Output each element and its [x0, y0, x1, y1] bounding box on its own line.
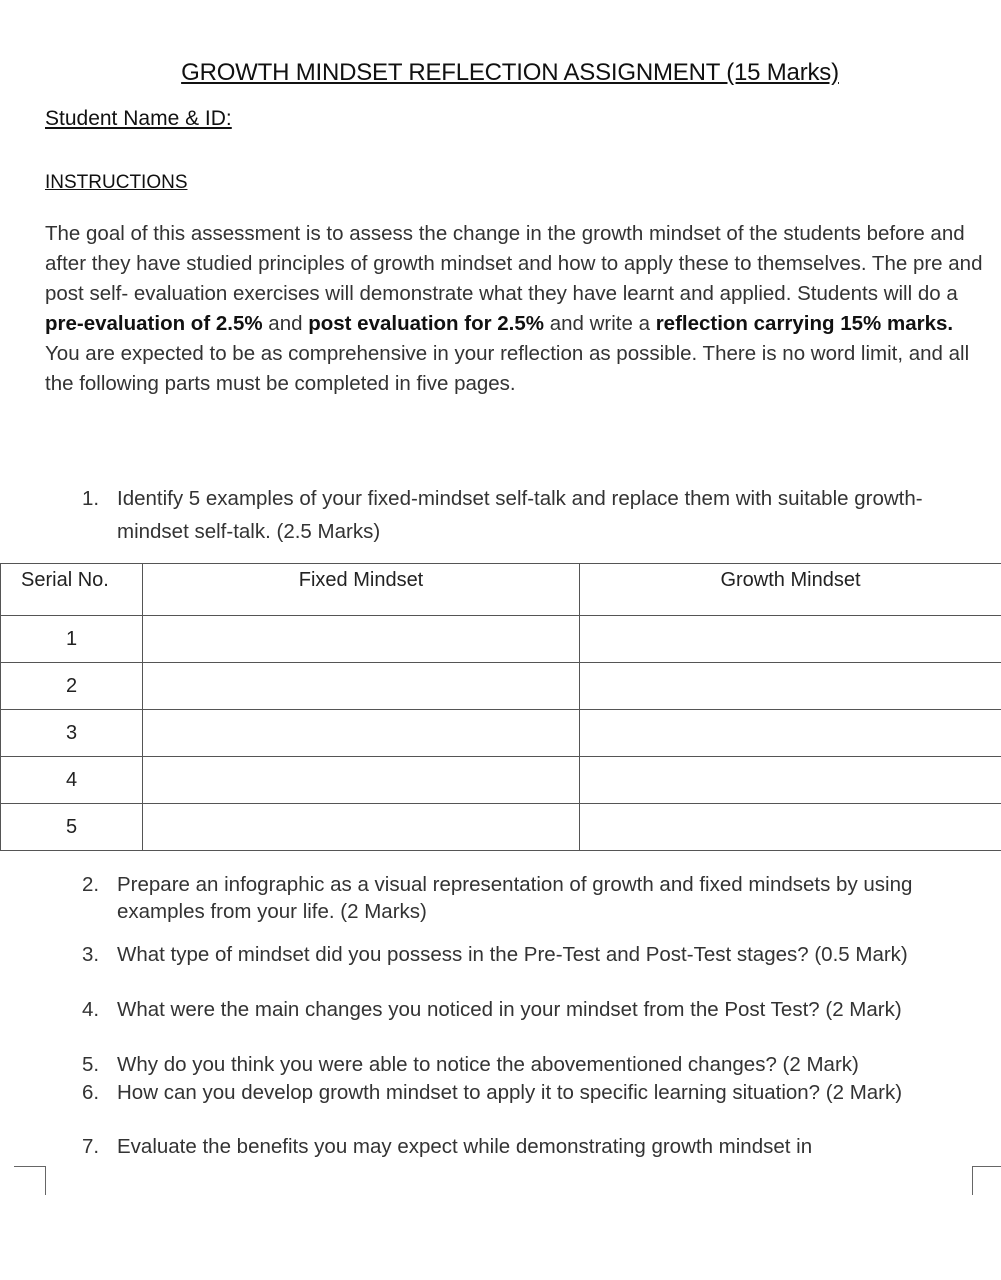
question-text: What were the main changes you noticed in your mindset from the Post Test? (2 Mark) [117, 998, 902, 1021]
table-row [1, 616, 1001, 663]
serial-cell: 1 [1, 616, 143, 663]
growth-mindset-cell[interactable] [580, 804, 1001, 851]
question-text: Prepare an infographic as a visual representation of growth and fixed mindsets by using examples from your life. (2 Marks) [117, 873, 913, 923]
instructions-heading: INSTRUCTIONS [45, 172, 188, 193]
assignment-title: GROWTH MINDSET REFLECTION ASSIGNMENT (15 Marks) [181, 59, 839, 86]
question-number: 2. [82, 873, 100, 896]
header-growth-mindset: Growth Mindset [580, 564, 1001, 616]
fixed-mindset-cell[interactable] [143, 804, 580, 851]
serial-cell: 4 [1, 757, 143, 804]
fixed-mindset-cell[interactable] [143, 663, 580, 710]
student-name-label: Student Name & ID: [45, 107, 232, 130]
question-5 [82, 1051, 982, 1078]
fixed-mindset-cell[interactable] [143, 710, 580, 757]
mindset-table [0, 563, 1001, 851]
question-number: 7. [82, 1135, 100, 1158]
question-7 [82, 1133, 982, 1160]
question-number: 4. [82, 998, 100, 1021]
table-row [1, 757, 1001, 804]
table-row [1, 804, 1001, 851]
header-serial-no: Serial No. [1, 564, 143, 616]
serial-cell: 5 [1, 804, 143, 851]
question-4 [82, 996, 982, 1023]
instructions-paragraph: The goal of this assessment is to assess the change in the growth mindset of the students before and after they have studied principles of growth mindset and how to apply these to themselves. The pre and post self- evaluation exercises will demonstrate what they have learnt and applied. Students will do a pre-evaluation of 2.5% and post evaluation for 2.5% and write a reflection carrying 15% marks. You are expected to be as comprehensive in your reflection as possible. There is no word limit, and all the following parts must be completed in five pages. [45, 222, 983, 395]
growth-mindset-cell[interactable] [580, 616, 1001, 663]
serial-cell: 2 [1, 663, 143, 710]
growth-mindset-cell[interactable] [580, 663, 1001, 710]
question-6 [82, 1079, 982, 1106]
header-fixed-mindset: Fixed Mindset [143, 564, 580, 616]
question-text: What type of mindset did you possess in the Pre-Test and Post-Test stages? (0.5 Mark) [117, 943, 908, 966]
question-text: How can you develop growth mindset to apply it to specific learning situation? (2 Mark) [117, 1081, 903, 1104]
question-3 [82, 941, 982, 968]
question-text: Why do you think you were able to notice the abovementioned changes? (2 Mark) [117, 1053, 859, 1076]
growth-mindset-cell[interactable] [580, 757, 1001, 804]
question-1 [82, 482, 982, 548]
question-number: 6. [82, 1081, 100, 1104]
page-corner-mark-right [972, 1166, 1001, 1195]
question-number: 5. [82, 1053, 100, 1076]
question-text: Evaluate the benefits you may expect while demonstrating growth mindset in [117, 1135, 813, 1158]
table-row [1, 663, 1001, 710]
serial-cell: 3 [1, 710, 143, 757]
question-2 [82, 871, 982, 925]
fixed-mindset-cell[interactable] [143, 616, 580, 663]
question-number: 3. [82, 943, 100, 966]
question-number: 1. [82, 487, 100, 510]
page-corner-mark-left [14, 1166, 46, 1195]
question-text: Identify 5 examples of your fixed-mindset self-talk and replace them with suitable growth-mindset self-talk. (2.5 Marks) [117, 487, 923, 543]
table-row [1, 710, 1001, 757]
growth-mindset-cell[interactable] [580, 710, 1001, 757]
fixed-mindset-cell[interactable] [143, 757, 580, 804]
